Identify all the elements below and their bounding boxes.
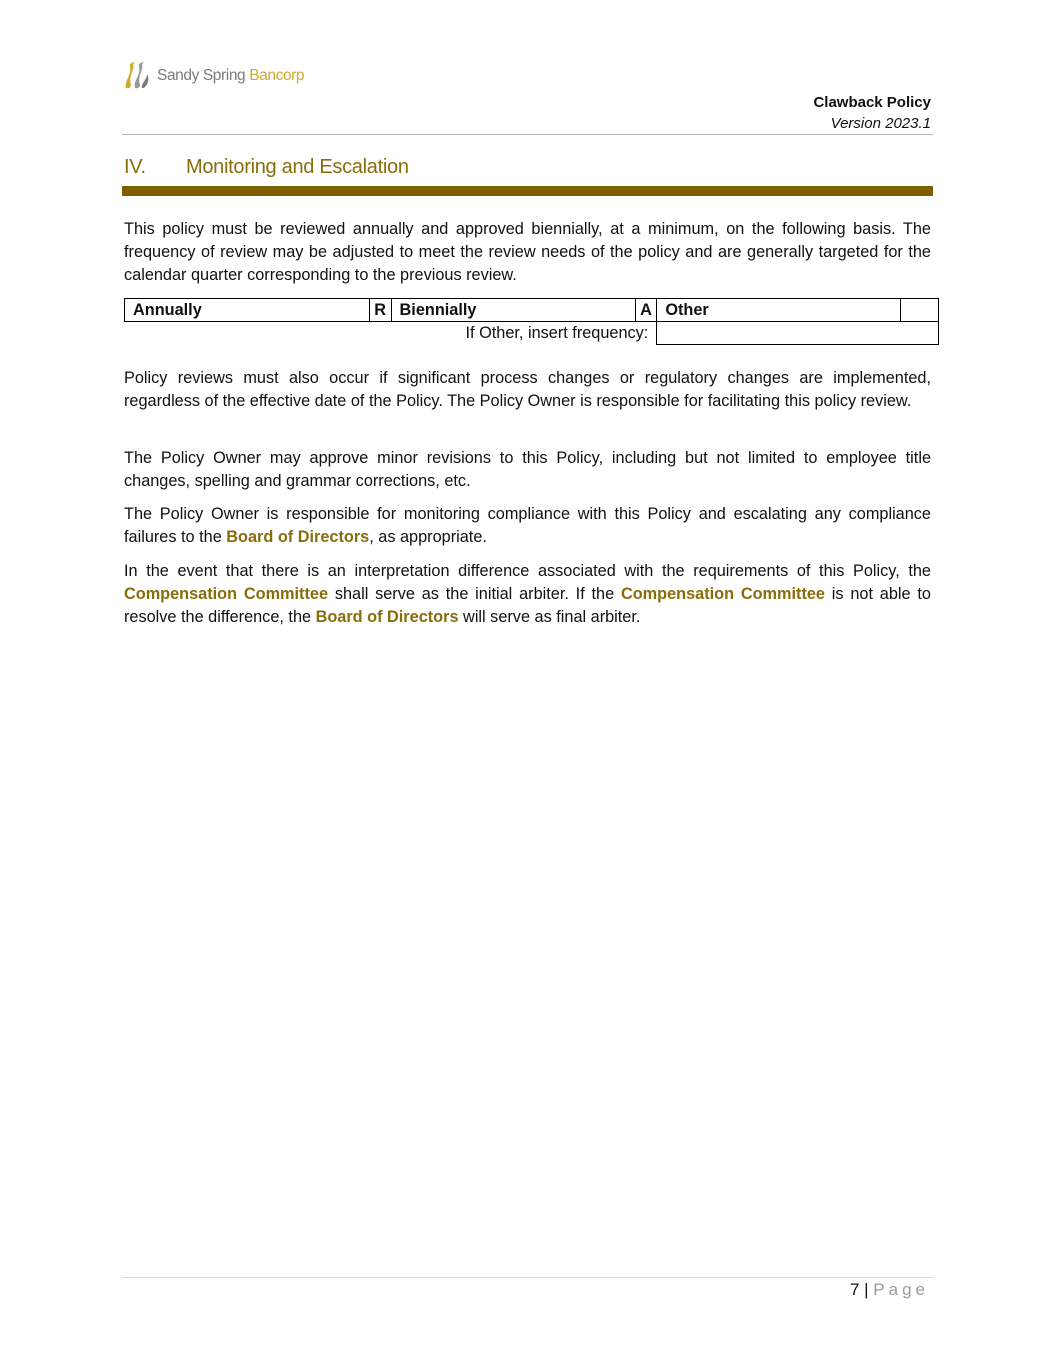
footer-divider [122,1277,933,1278]
paragraph-minor-revisions: The Policy Owner may approve minor revisions to this Policy, including but not limited to employee title changes, spelling and grammar corrections, etc. [124,449,931,490]
logo-wordmark: Sandy Spring Bancorp [157,67,305,84]
page-number: 7 [849,1280,860,1299]
paragraph-monitoring: The Policy Owner is responsible for monitoring compliance with this Policy and escalating any compliance failures to the Board of Directors, as appropriate. [124,505,931,546]
annually-value: R [369,299,391,322]
frequency-row [125,299,939,322]
annually-label: Annually [125,299,370,322]
page-separator: | [864,1280,869,1299]
section-title: Monitoring and Escalation [186,156,409,178]
board-of-directors-term: Board of Directors [315,608,459,626]
paragraph-arbitration: In the event that there is an interpretation difference associated with the requirements of this Policy, the Compensation Committee shall serve as the initial arbiter. If the Compensation Committee is not able to resolve the difference, the Board of Directors will serve as final arbiter. [124,562,931,626]
header-divider [122,134,933,135]
document-version: Version 2023.1 [830,115,931,132]
document-header [813,92,931,134]
other-frequency-label: If Other, insert frequency: [465,323,649,342]
compensation-committee-term: Compensation Committee [620,585,825,603]
other-value [901,299,939,322]
sandy-spring-logo-icon [123,61,151,91]
board-of-directors-term: Board of Directors [226,528,370,546]
biennially-value: A [635,299,657,322]
section-divider-bar [122,186,933,196]
other-frequency-field [657,322,939,345]
paragraph-review-triggers: Policy reviews must also occur if significant process changes or regulatory changes are implemented, regardless of the effective date of the Policy. The Policy Owner is responsible for facilitating this policy review. [124,369,931,410]
section-heading [124,156,933,179]
biennially-label: Biennially [391,299,635,322]
paragraph-review-basis: This policy must be reviewed annually and approved biennially, at a minimum, on the following basis. The frequency of review may be adjusted to meet the review needs of the policy and are generally targeted for the calendar quarter corresponding to the previous review. [124,220,931,284]
review-frequency-table [124,298,939,345]
compensation-committee-term: Compensation Committee [124,585,329,603]
other-frequency-row [125,322,939,345]
page-footer [850,1280,929,1300]
section-number: IV. [124,156,146,178]
document-title: Clawback Policy [813,94,931,111]
company-logo [123,60,304,92]
page-word: Page [873,1280,929,1299]
other-label: Other [657,299,901,322]
